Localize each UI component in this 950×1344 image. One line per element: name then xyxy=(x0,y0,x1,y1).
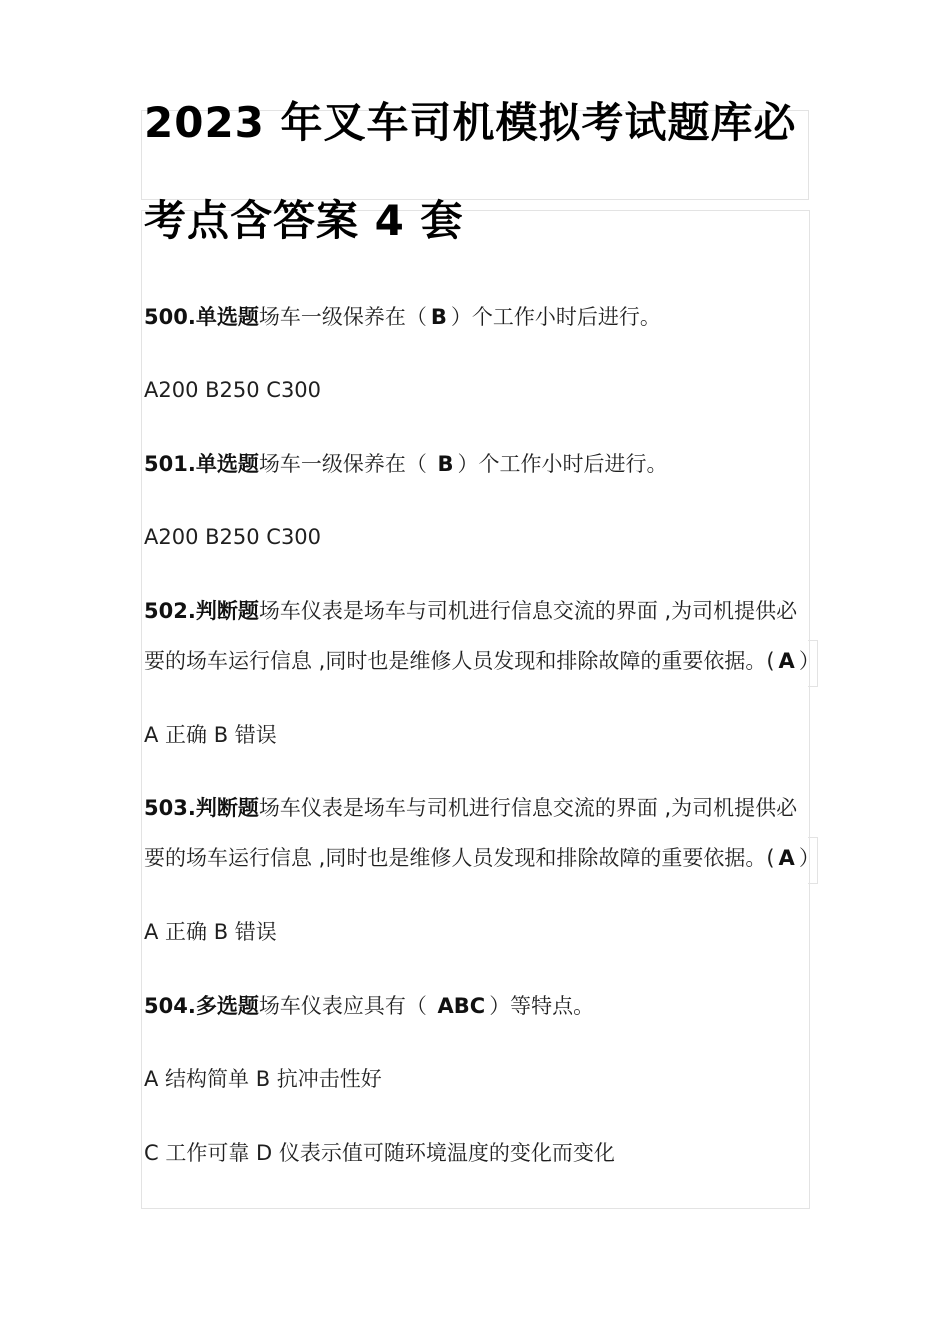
question-503-stem-continued: 要的场车运行信息 ,同时也是维修人员发现和排除故障的重要依据。( A ） xyxy=(144,846,820,870)
answer: A xyxy=(778,846,795,870)
question-502-options: A 正确 B 错误 xyxy=(144,723,277,747)
question-500-options: A200 B250 C300 xyxy=(144,378,322,402)
question-501-stem: 501.单选题场车一级保养在（ B ）个工作小时后进行。 xyxy=(144,452,668,476)
question-type: 单选题 xyxy=(195,452,259,476)
question-type: 判断题 xyxy=(195,599,259,623)
answer: A xyxy=(778,649,795,673)
question-504-options: A 结构简单 B 抗冲击性好 xyxy=(144,1067,382,1091)
question-type: 多选题 xyxy=(195,994,259,1018)
question-504-options-continued: C 工作可靠 D 仪表示值可随环境温度的变化而变化 xyxy=(144,1141,615,1165)
question-502-stem-continued: 要的场车运行信息 ,同时也是维修人员发现和排除故障的重要依据。( A ） xyxy=(144,649,820,673)
question-503-options: A 正确 B 错误 xyxy=(144,920,277,944)
question-type: 判断题 xyxy=(195,796,259,820)
question-type: 单选题 xyxy=(195,305,259,329)
question-504-stem: 504.多选题场车仪表应具有（ ABC ）等特点。 xyxy=(144,994,595,1018)
question-number: 501. xyxy=(144,452,196,476)
question-number: 500. xyxy=(144,305,196,329)
question-number: 504. xyxy=(144,994,196,1018)
question-502-stem: 502.判断题场车仪表是场车与司机进行信息交流的界面 ,为司机提供必 xyxy=(144,599,798,623)
document-title: 2023 年叉车司机模拟考试题库必 xyxy=(144,98,797,147)
document-title-continued: 考点含答案 4 套 xyxy=(144,196,464,245)
question-number: 503. xyxy=(144,796,196,820)
question-500-stem: 500.单选题场车一级保养在（ B ）个工作小时后进行。 xyxy=(144,305,661,329)
answer: B xyxy=(430,305,447,329)
answer: B xyxy=(437,452,454,476)
question-number: 502. xyxy=(144,599,196,623)
content-frame xyxy=(141,210,810,1209)
answer: ABC xyxy=(437,994,486,1018)
question-503-stem: 503.判断题场车仪表是场车与司机进行信息交流的界面 ,为司机提供必 xyxy=(144,796,798,820)
question-501-options: A200 B250 C300 xyxy=(144,525,322,549)
